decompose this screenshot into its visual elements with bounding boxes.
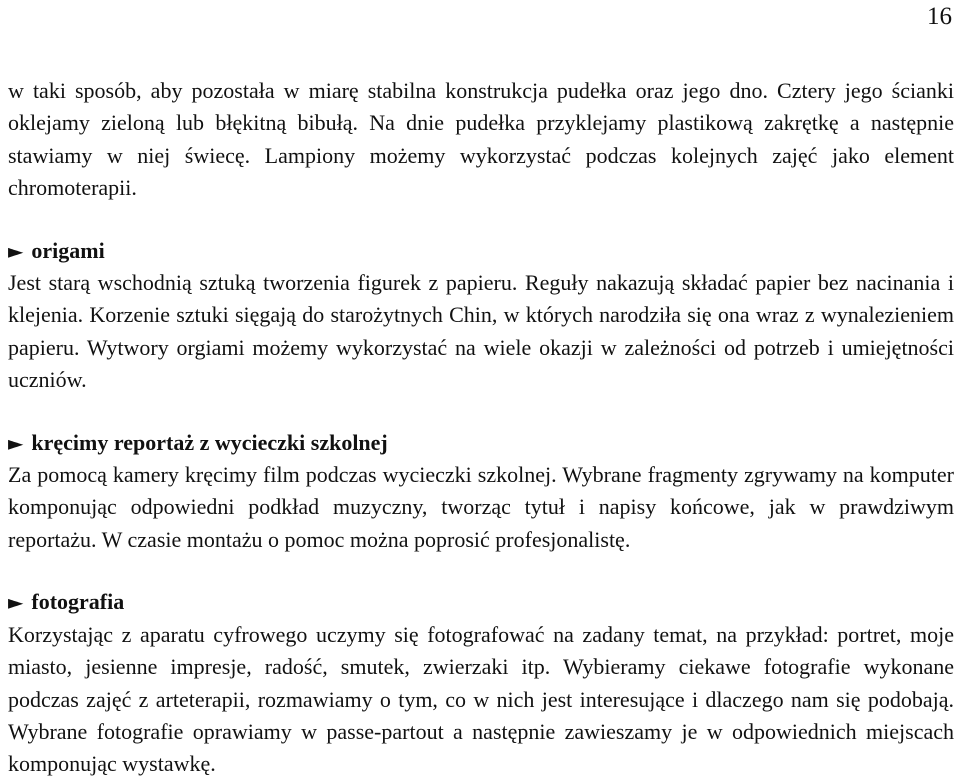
section-text: Za pomocą kamery kręcimy film podczas wycieczki szkolnej. Wybrane fragmenty zgrywamy na komputer komponując odpowiedni podkład muzyczny, tworząc tytuł i napisy końcowe, jak w prawdziwym reportażu. W czasie montażu o pomoc można poprosić profesjonalistę. — [8, 462, 954, 552]
bullet-arrow-icon: ► — [8, 430, 24, 455]
page-number: 16 — [927, 3, 952, 30]
section-text: Korzystając z aparatu cyfrowego uczymy się fotografować na zadany temat, na przykład: portret, moje miasto, jesienne impresje, radość, smutek, zwierzaki itp. Wybieramy ciekawe fotografie wykonane podczas zajęć z arteterapii, rozmawiamy o tym, co w nich jest interesujące i dlaczego nam się podobają. Wybrane fotografie oprawiamy w passe-partout a następnie zawieszamy je w odpowiednich miejscach komponując wystawkę. — [8, 621, 954, 777]
section-title: kręcimy reportaż z wycieczki szkolnej — [31, 429, 388, 455]
section-heading — [8, 586, 954, 618]
section-title: origami — [31, 237, 105, 263]
bullet-arrow-icon: ► — [8, 238, 24, 263]
section-fotografia — [8, 586, 954, 780]
section-reportaz — [8, 427, 954, 557]
section-text: Jest starą wschodnią sztuką tworzenia figurek z papieru. Reguły nakazują składać papier bez nacinania i klejenia. Korzenie sztuki sięgają do starożytnych Chin, w których narodziła się ona wraz z wynalezieniem papieru. Wytwory orgiami możemy wykorzystać na wiele okazji w zależności od potrzeb i umiejętności uczniów. — [8, 270, 954, 393]
document-body — [8, 75, 954, 781]
bullet-arrow-icon: ► — [8, 590, 24, 615]
section-title: fotografia — [31, 589, 125, 615]
section-heading — [8, 235, 954, 267]
section-heading — [8, 427, 954, 459]
section-origami — [8, 235, 954, 397]
intro-paragraph: w taki sposób, aby pozostała w miarę stabilna konstrukcja pudełka oraz jego dno. Cztery jego ścianki oklejamy zieloną lub błękitną bibułą. Na dnie pudełka przyklejamy plastikową zakrętkę a następnie stawiamy w niej świecę. Lampiony możemy wykorzystać podczas kolejnych zajęć jako element chromoterapii. — [8, 78, 954, 201]
